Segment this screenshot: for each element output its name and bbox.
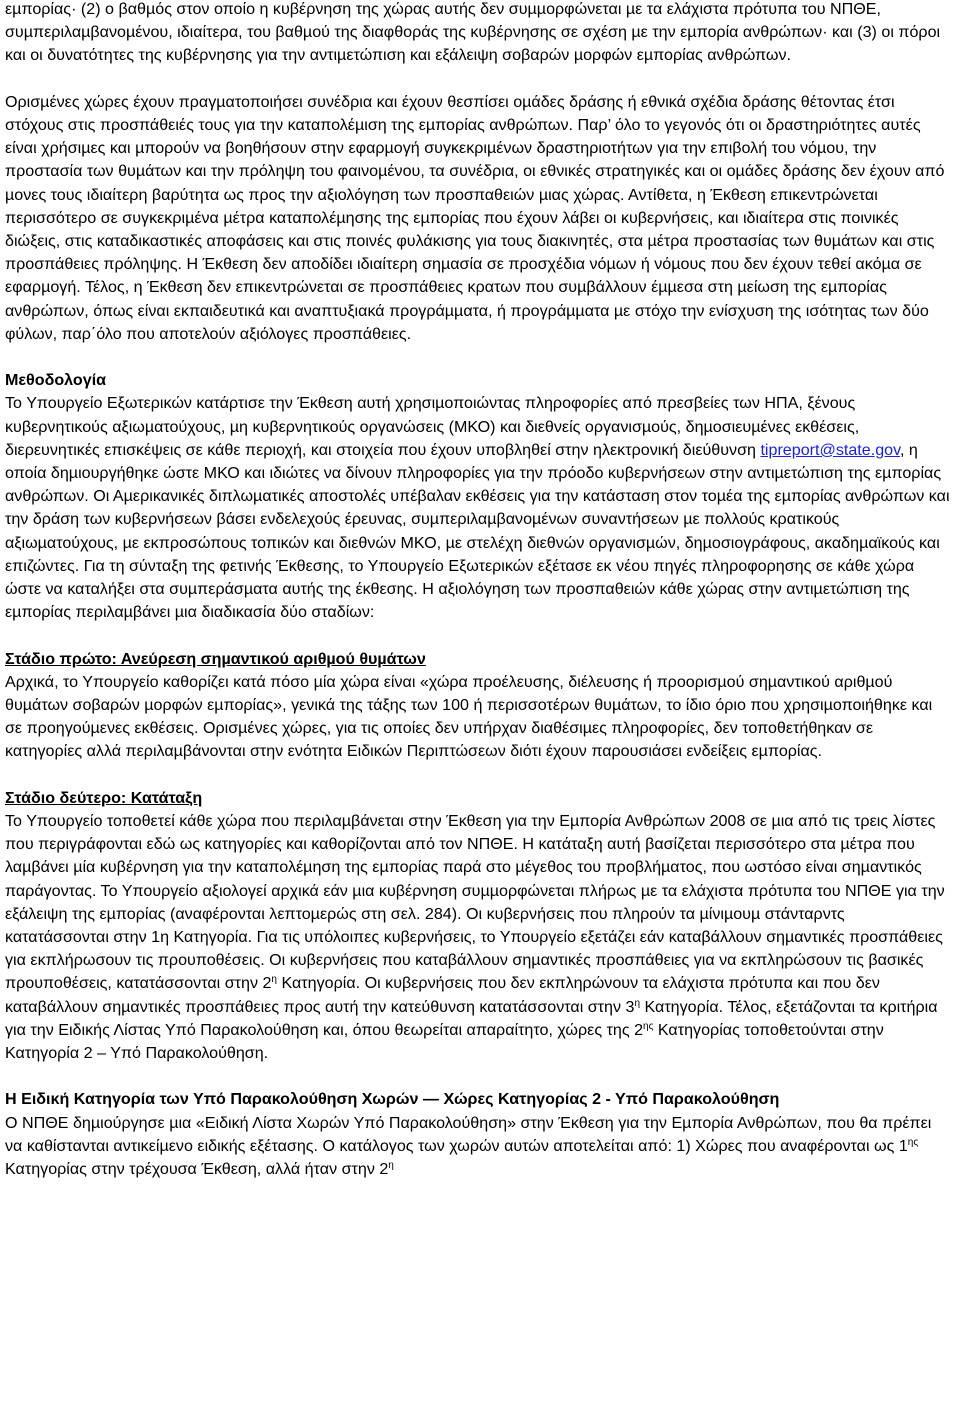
stage1-heading: Στάδιο πρώτο: Ανεύρεση σηµαντικού αριθµού θυµάτων [5,649,426,668]
special-text-part-2: Κατηγορίας στην τρέχουσα Έκθεση, αλλά ήταν στην 2 [5,1160,389,1179]
superscript: η [388,1160,394,1172]
paragraph-gap [5,346,951,369]
stage2-text-part-2: Κατηγορία. Οι κυβερνήσεις που δεν εκπληρώνουν τα ελάχιστα πρότυπα και που δεν καταβάλλουν σηµαντικές προσπάθειες προς αυτή την κατεύθυνση κατατάσσονται στην 3 [5,974,880,1016]
superscript: ης [643,1020,654,1032]
methodology-heading: Μεθοδολογία [5,371,107,390]
special-category-paragraph [5,1112,951,1182]
stage2-text-part-3: Κατηγορία. Τέλος, εξετάζονται τα κριτήρια για την Ειδικής Λίστας Υπό Παρακολούθηση και, όπου θεωρείται απαραίτητο, χώρες της 2 [5,997,938,1039]
stage2-text-part-1: Το Υπουργείο τοποθετεί κάθε χώρα που περιλαµβάνεται στην Έκθεση για την Εµπορία Ανθρώπων 2008 σε µια από τις τρεις λίστες που περιγράφονται εδώ ως κατηγορίες και καθορίζονται από τον ΝΠΘΕ. Η κατάταξη αυτή βασίζεται περισσότερο στα µέτρα που λαµβάνει µία κυβέρνηση για την καταπολέµηση της εµπορίας παρά στο µέγεθος του προβλήµατος, που ωστόσο είναι σηµαντικός παράγοντας. Το Υπουργείο αξιολογεί αρχικά εάν µια κυβέρνηση συµµορφώνεται πλήρως µε τα ελάχιστα πρότυπα του ΝΠΘΕ για την εξάλειψη της εµπορίας (αναφέρονται λεπτοµερώς στη σελ. 284). Οι κυβερνήσεις που πληρούν τα µίνιµουµ στάνταρντς κατατάσσονται στην 1η Κατηγορία. Για τις υπόλοιπες κυβερνήσεις, το Υπουργείο εξετάζει εάν καταβάλλουν σηµαντικές προσπάθειες για εκπλήρωσουν τις προυποθέσεις. Οι κυβερνήσεις που καταβάλλουν σηµαντικές προσπάθειες για να εκπληρώσουν τις βασικές προυποθέσεις, κατατάσσονται στην 2 [5,812,945,993]
superscript: ης [907,1136,919,1148]
special-category-heading: Η Ειδική Κατηγορία των Υπό Παρακολούθηση Χωρών — Χώρες Κατηγορίας 2 - Υπό Παρακολούθηση [5,1090,780,1109]
methodology-text-part-1: Το Υπουργείο Εξωτερικών κατάρτισε την Έκθεση αυτή χρησιµοποιώντας πληροφορίες από πρεσβείες των ΗΠΑ, ξένους κυβερνητικούς αξιωµατούχους, µη κυβερνητικούς οργανώσεις (ΜΚΟ) και διεθνείς οργανισµούς, δηµοσιευµένες εκθέσεις, διερευνητικές επισκέψεις σε κάθε περιοχή, και στοιχεία που έχουν υποβληθεί στην ηλεκτρονική διεύθυνση [5,394,860,459]
stage1-paragraph: Αρχικά, το Υπουργείο καθορίζει κατά πόσο µία χώρα είναι «χώρα προέλευσης, διέλευσης ή προορισµού σηµαντικού αριθµού θυµάτων σοβαρών µορφών εµπορίας», γενικά της τάξης των 100 ή περισσοτέρων θυµάτων, το ίδιο όριο που χρησιµοποιήθηκε και σε προηγούµενες εκθέσεις. Ορισµένες χώρες, για τις οποίες δεν υπήρχαν διαθέσιµες πληροφορίες, δεν τοποθετήθηκαν σε κατηγορίες αλλά περιλαµβάνονται στην ενότητα Ειδικών Περιπτώσεων διότι έχουν παρουσιάσει ενδείξεις εµπορίας. [5,672,933,761]
email-link[interactable]: tipreport@state.gov [760,440,900,459]
superscript: η [634,997,641,1009]
paragraph-gap [5,68,951,91]
methodology-text-part-2: , η οποία δηµιουργήθηκε ώστε ΜΚΟ και ιδιώτες να δίνουν πληροφορίες για την πρόοδο κυβερνήσεων στην αντιµετώπιση της εµπορίας ανθρώπων. Οι Αµερικανικές διπλωµατικές αποστολές υπέβαλαν εκθέσεις για την κατάσταση στον τοµέα της εµπορίας ανθρώπων και την δράση των κυβερνήσεων βάσει ενδελεχούς έρευνας, συµπεριλαµβανοµένων συναντήσεων µε πολλούς κρατικούς αξιωµατούχους, µε εκπροσώπους τοπικών και διεθνών ΜΚΟ, µε στελέχη διεθνών οργανισµών, δηµοσιογράφους, ακαδηµαϊκούς και επιζώντες. Για τη σύνταξη της φετινής Έκθεσης, το Υπουργείο Εξωτερικών εξέτασε εκ νέου πηγές πληροφορησης σε κάθε χώρα ώστε να καταλήξει στα συµπεράσµατα αυτής της έκθεσης. Η αξιολόγηση των προσπαθειών κάθε χώρας στην αντιµετώπιση της εµπορίας περιλαµβάνει µια διαδικασία δύο σταδίων: [5,440,950,622]
document-page [5,0,951,1181]
paragraph-gap [5,764,951,787]
body-paragraph: Ορισµένες χώρες έχουν πραγµατοποιήσει συνέδρια και έχουν θεσπίσει οµάδες δράσης ή εθνικά σχέδια δράσης θέτοντας έτσι στόχους στις προσπάθειές τους για την καταπολέµιση της εµπορίας ανθρώπων. Παρ’ όλο το γεγονός ότι οι δραστηριότητες αυτές είναι χρήσιµες και µπορούν να βοηθήσουν στην εφαρµογή συγκεκριµένων δραστηριοτήτων για την επιβολή του νόµου, την προστασία των θυµάτων και την πρόληψη του φαινοµένου, τα συνέδρια, οι εθνικές στρατηγικές και οι οµάδες δράσης δεν έχουν από µονες τους ιδιαίτερη βαρύτητα ως προς την αξιολόγηση των προσπαθειών µιας χώρας. Αντίθετα, η Έκθεση επικεντρώνεται περισσότερο σε συγκεκριµένα µέτρα καταπολέµησης της εµπορίας που έχουν λάβει οι κυβερνήσεις, και ιδιαίτερα στις ποινικές διώξεις, στις καταδικαστικές αποφάσεις και στις ποινές φυλάκισης για τους διακινητές, στα µέτρα προστασίας των θυµάτων και στις προσπάθειες πρόληψης. Η Έκθεση δεν αποδίδει ιδιαίτερη σηµασία σε προσχέδια νόµων ή νόµους που δεν έχουν τεθεί ακόµα σε εφαρµογή. Τέλος, η Έκθεση δεν επικεντρώνεται σε προσπάθειες κρατων που συµβάλλουν έµµεσα στη µείωση της εµπορίας ανθρώπων, όπως είναι εκπαιδευτικά και αναπτυξιακά προγράµµατα, ή προγράµµατα µε στόχο την ενίσχυση της ισότητας των δύο φύλων, παρ΄όλο που αποτελούν αξιόλογες προσπάθειες. [5,92,945,343]
paragraph-gap [5,624,951,647]
intro-paragraph: εµπορίας· (2) ο βαθµός στον οποίο η κυβέρνηση της χώρας αυτής δεν συµµορφώνεται µε τα ελάχιστα πρότυπα του ΝΠΘΕ, συµπεριλαµβανοµένου, ιδιαίτερα, του βαθµού της διαφθοράς της κυβέρνησης σε σχέση µε την εµπορία ανθρώπων· και (3) οι πόροι και οι δυνατότητες της κυβέρνησης για την αντιµετώπιση και εξάλειψη σοβαρών µορφών εµπορίας ανθρώπων. [5,0,941,65]
stage2-text-part-4: Κατηγορίας τοποθετούνται στην Κατηγορία 2 – Υπό Παρακολούθηση. [5,1020,884,1063]
special-text-part-1: Ο ΝΠΘΕ δηµιούργησε µια «Ειδική Λίστα Χωρών Υπό Παρακολούθηση» στην Έκθεση για την Εµπορία Ανθρώπων, που θα πρέπει να καθίστανται αντικείµενο ειδικής εξέτασης. Ο κατάλογος των χωρών αυτών αποτελείται από: 1) Χώρες που αναφέρονται ως 1 [5,1113,932,1155]
stage2-paragraph [5,810,951,1065]
paragraph-gap [5,1065,951,1088]
methodology-paragraph [5,392,951,624]
superscript: η [271,974,277,986]
stage2-heading: Στάδιο δεύτερο: Κατάταξη [5,788,203,807]
